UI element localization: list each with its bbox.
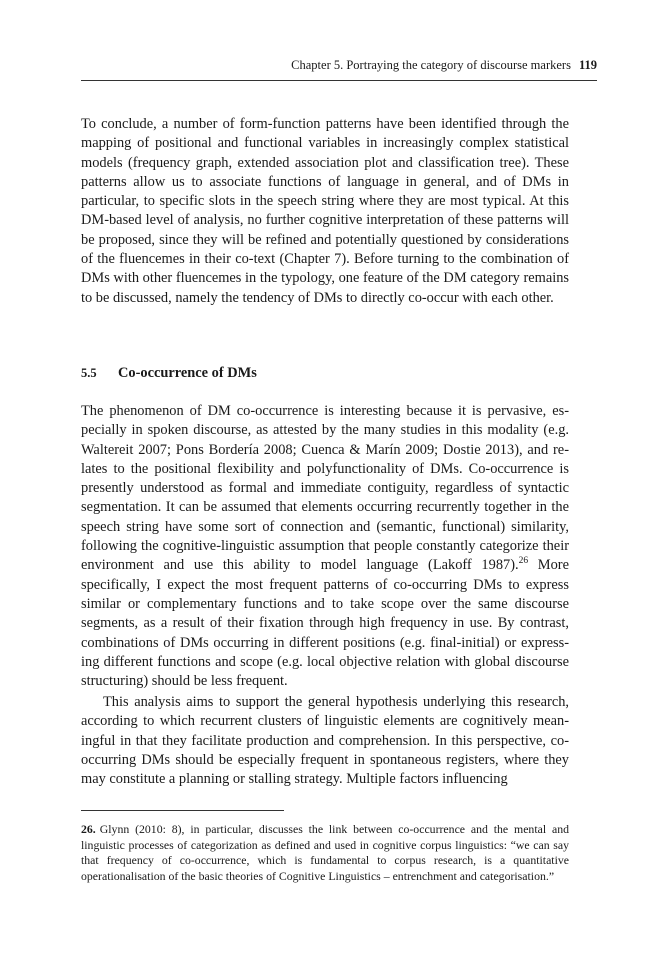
- paragraph-hypothesis: This analysis aims to support the general hypothesis underlying this research, according to which recurrent clusters of linguistic elements are cognitively meaningful in that they facilitate production and comprehension. In this perspective, co-occurring DMs should be especially frequent in spontaneous registers, where they may constitute a planning or stalling strategy. Multiple factors influencing: [81, 694, 569, 788]
- paragraph-text-after-note: More specifically, I expect the most frequent patterns of co-occurring DMs to express similar or complementary functions and to take scope over the same discourse segments, as a result of their fixation through high frequency in use. By contrast, combinations of DMs occurring in different positions (e.g. final-initial) or expressing different functions and scope (e.g. local objective relation with global discourse structuring) should be less frequent.: [81, 557, 569, 690]
- footnote: [81, 822, 569, 884]
- running-head-title: Chapter 5. Portraying the category of discourse markers: [291, 58, 571, 72]
- paragraph-conclusion: To conclude, a number of form-function patterns have been identified through the mapping of positional and functional variables in increasingly complex statistical models (frequency graph, extended association plot and classification tree). These patterns allow us to associate functions of language in general, and of DMs in particular, to specific slots in the speech string where they are most typical. At this DM-based level of analysis, no further cognitive interpretation of these patterns will be proposed, since they will be refined and potentially questioned by considerations of the fluencemes in their co-text (Chapter 7). Before turning to the combination of DMs with other fluencemes in the typology, one feature of the DM category remains to be discussed, namely the tendency of DMs to directly co-occur with each other.: [81, 116, 569, 306]
- section-number: 5.5: [81, 366, 97, 380]
- section-title: Co-occurrence of DMs: [118, 365, 257, 381]
- footnote-text: Glynn (2010: 8), in particular, discusses the link between co-occurrence and the mental and linguistic processes of categorization as defined and used in cognitive corpus linguistics: “we can say that frequency of co-occurrence, which is fundamental to corpus research, is a quantitative operationalisation of the basic theories of Cognitive Linguistics – entrenchment and categorisation.”: [81, 822, 569, 883]
- paragraph-co-occurrence: [81, 402, 569, 691]
- footnote-reference[interactable]: 26: [518, 556, 529, 567]
- footnote-rule: [81, 810, 284, 811]
- header-rule: [81, 80, 597, 81]
- paragraph-text-before-note: The phenomenon of DM co-occurrence is interesting because it is pervasive, especially in spoken discourse, as attested by the many studies in this modality (e.g. Waltereit 2007; Pons Bordería 2008; Cuenca & Marín 2009; Dostie 2013), and relates to the positional flexibility and polyfunctionality of DMs. Co-occurrence is presently understood as formal and immediate contiguity, regardless of syntactic segmentation. It can be assumed that elements occurring recurrently together in the speech string have some sort of connection and (semantic, functional) similarity, following the cognitive-linguistic assumption that people constantly categorize their environment and use this ability to model language (Lakoff 1987).: [81, 403, 569, 574]
- running-head: [81, 58, 597, 73]
- footnote-number: 26.: [81, 822, 96, 836]
- section-heading: [81, 365, 257, 382]
- page-number: 119: [578, 58, 597, 72]
